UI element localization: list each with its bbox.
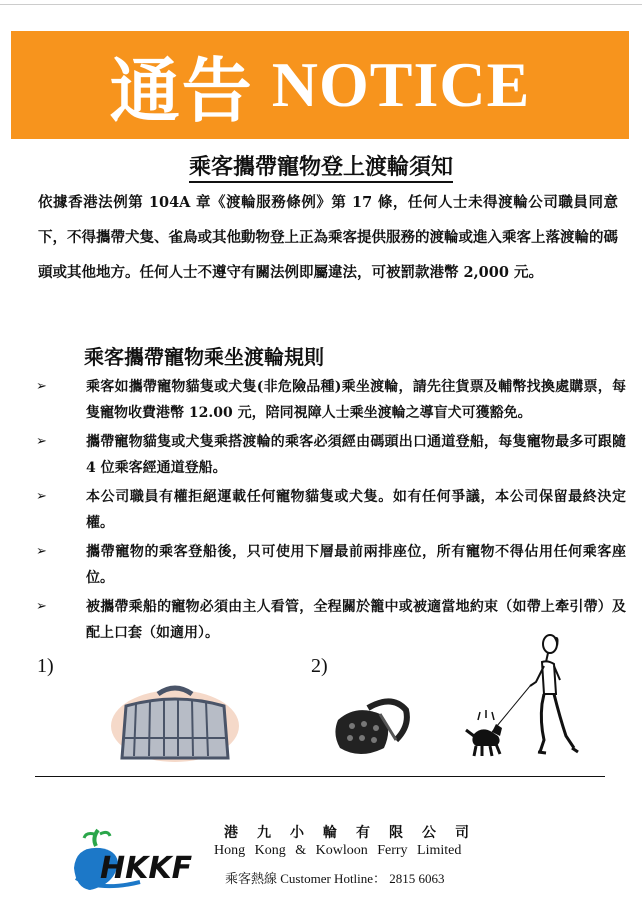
dog-muzzle-icon	[330, 690, 412, 762]
bullet-arrow-icon: ➢	[36, 434, 47, 449]
banner-title-en: NOTICE	[271, 49, 531, 120]
intro-paragraph: 依據香港法例第 104A 章《渡輪服務條例》第 17 條，任何人士未得渡輪公司職員同意下，不得攜帶犬隻、雀鳥或其他動物登上正為乘客提供服務的渡輪或進入乘客上落渡輪的碼頭或其他地方。任何人士不遵守有關法例即屬違法，可被罰款港幣 2,000 元。	[38, 194, 618, 281]
notice-banner	[11, 31, 629, 139]
bullet-arrow-icon: ➢	[36, 489, 47, 504]
rule-item	[36, 539, 626, 591]
rules-list	[36, 374, 626, 649]
bullet-arrow-icon: ➢	[36, 599, 47, 614]
bullet-arrow-icon: ➢	[36, 379, 47, 394]
rule-item	[36, 429, 626, 481]
customer-hotline	[225, 868, 445, 887]
banner-title-zh: 通告	[109, 49, 254, 132]
rules-title: 乘客攜帶寵物乘坐渡輪規則	[84, 345, 324, 369]
footer-divider	[35, 776, 605, 777]
woman-walking-dog-icon	[462, 632, 587, 760]
rule-text: 被攜帶乘船的寵物必須由主人看管，全程關於籠中或被適當地約束（如帶上牽引帶）及配上口套（如適用）。	[86, 599, 626, 641]
illustration-label-2: 2)	[311, 655, 328, 677]
company-name-zh: 港九小輪有限公司	[224, 825, 488, 841]
illustration-label-1: 1)	[37, 655, 54, 677]
bullet-arrow-icon: ➢	[36, 544, 47, 559]
rule-text: 乘客如攜帶寵物貓隻或犬隻(非危險品種)乘坐渡輪，請先往貨票及輔幣找換處購票，每隻寵物收費港幣 12.00 元，陪同視障人士乘坐渡輪之導盲犬可獲豁免。	[86, 379, 626, 421]
rule-text: 攜帶寵物的乘客登船後，只可使用下層最前兩排座位，所有寵物不得佔用任何乘客座位。	[86, 544, 626, 586]
hotline-number: 2815 6063	[389, 871, 445, 886]
rule-item	[36, 374, 626, 426]
rule-text: 攜帶寵物貓隻或犬隻乘搭渡輪的乘客必須經由碼頭出口通道登船，每隻寵物最多可跟隨 4 位乘客經通道登船。	[86, 434, 626, 476]
company-name-en: Hong Kong & Kowloon Ferry Limited	[214, 843, 462, 858]
top-rule	[0, 4, 642, 5]
notice-title	[0, 150, 642, 181]
rule-item	[36, 484, 626, 536]
logo-text: HKKF	[100, 851, 193, 886]
notice-title-text: 乘客攜帶寵物登上渡輪須知	[189, 154, 453, 183]
hotline-label: 乘客熱線 Customer Hotline：	[225, 871, 387, 886]
rule-text: 本公司職員有權拒絕運載任何寵物貓隻或犬隻。如有任何爭議，本公司保留最終決定權。	[86, 489, 626, 531]
pet-carrier-icon	[110, 682, 240, 764]
hkkf-logo	[70, 826, 200, 896]
